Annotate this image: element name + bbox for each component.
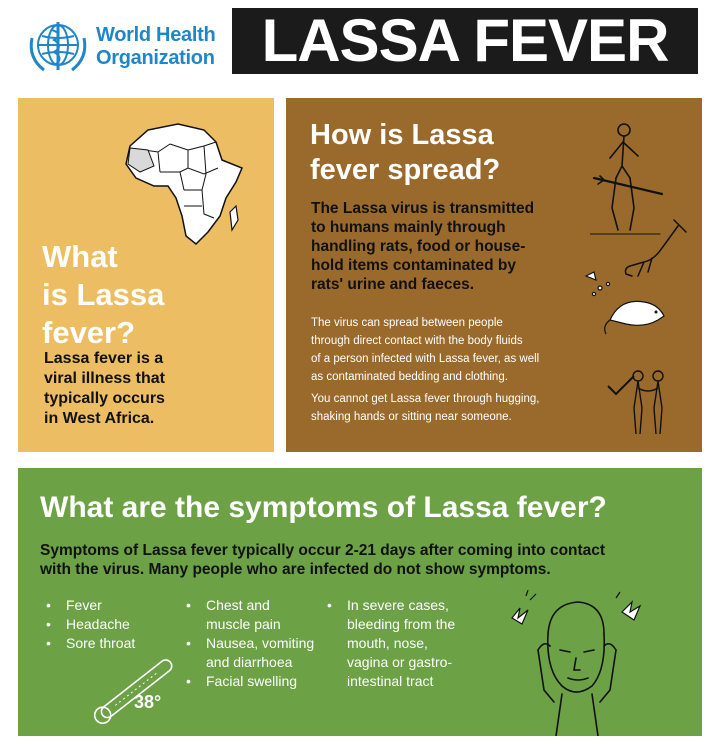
what-body-line: Lassa fever is a (44, 350, 164, 367)
headache-person-icon (500, 590, 650, 736)
symptom-text: bleeding from the (347, 616, 456, 632)
hugging-people-icon (624, 368, 672, 436)
rat-icon (600, 290, 668, 336)
symptom-text: Facial swelling (206, 673, 298, 689)
symptom-item (184, 672, 314, 691)
how-spread-main-text (311, 199, 534, 294)
symptom-text: In severe cases, (347, 597, 449, 613)
symptom-item (44, 596, 135, 615)
what-is-title (42, 238, 164, 352)
symptom-item (325, 596, 455, 615)
africa-map-icon (118, 120, 248, 250)
what-body-line: viral illness that (44, 370, 165, 387)
symptom-text: vagina or gastro- (347, 654, 453, 670)
what-is-description (44, 349, 234, 429)
how-bold-line: The Lassa virus is transmitted (311, 200, 535, 217)
what-body-line: typically occurs (44, 390, 165, 407)
how-bold-line: hold items contaminated by (311, 257, 516, 274)
how-title-line: fever spread? (310, 154, 501, 186)
bullet: • (186, 635, 191, 651)
symptom-item-continued (325, 672, 455, 691)
symptom-text: Chest and (206, 597, 270, 613)
how-bold-line: handling rats, food or house- (311, 238, 526, 255)
symptom-item (44, 615, 135, 634)
who-name-line1: World Health (96, 24, 216, 46)
symptom-text: and diarrhoea (206, 654, 293, 670)
who-name-line2: Organization (96, 47, 215, 69)
symptom-list-column-3 (325, 596, 455, 691)
symptoms-title: What are the symptoms of Lassa fever? (40, 491, 607, 524)
symptom-item-continued (325, 653, 455, 672)
how-bold-line: rats' urine and faeces. (311, 276, 475, 293)
how-title-line: How is Lassa (310, 119, 494, 151)
symptom-list-column-1 (44, 596, 135, 653)
symptom-item-continued (325, 615, 455, 634)
how-p1-line: through direct contact with the body fluids (311, 335, 523, 347)
thermometer-reading: 38° (134, 692, 162, 712)
how-spread-contact-text (311, 314, 539, 386)
thermometer-icon (80, 650, 190, 730)
how-spread-not-spread-text (311, 390, 539, 426)
how-p1-line: of a person infected with Lassa fever, as well (311, 353, 540, 365)
symptom-text: Nausea, vomiting (206, 635, 315, 651)
how-p1-line: as contaminated bedding and clothing. (311, 371, 508, 383)
how-p2-line: shaking hands or sitting near someone. (311, 411, 512, 423)
symptom-text: muscle pain (206, 616, 281, 632)
what-title-line: fever? (42, 315, 136, 350)
how-spread-title (310, 118, 500, 188)
symptom-text: intestinal tract (347, 673, 434, 689)
symptom-item-continued (325, 634, 455, 653)
symptom-item-continued (184, 615, 314, 634)
bullet: • (46, 616, 51, 632)
symptom-text: Sore throat (66, 635, 136, 651)
bullet: • (186, 673, 191, 689)
who-organization-name (96, 24, 215, 70)
symptom-list-column-2 (184, 596, 314, 691)
who-emblem-icon (26, 18, 90, 76)
symptom-item (184, 634, 314, 653)
bullet: • (186, 597, 191, 613)
bullet: • (327, 597, 332, 613)
symptom-item-continued (184, 653, 314, 672)
what-title-line: is Lassa (42, 277, 165, 312)
how-bold-line: to humans mainly through (311, 219, 506, 236)
how-p2-line: You cannot get Lassa fever through hugging, (311, 393, 540, 405)
what-title-line: What (42, 239, 118, 274)
what-body-line: in West Africa. (44, 410, 155, 427)
bullet: • (46, 635, 51, 651)
symptom-text: Fever (66, 597, 102, 613)
symptoms-intro-line: with the virus. Many people who are infected do not show symptoms. (40, 561, 551, 578)
symptoms-intro-line: Symptoms of Lassa fever typically occur 2-21 days after coming into contact (40, 542, 606, 559)
symptoms-intro (40, 541, 605, 579)
bullet: • (46, 597, 51, 613)
symptom-text: mouth, nose, (347, 635, 428, 651)
symptom-text: Headache (66, 616, 130, 632)
page-title: LASSA FEVER (232, 8, 698, 74)
how-p1-line: The virus can spread between people (311, 317, 503, 329)
symptom-item (184, 596, 314, 615)
